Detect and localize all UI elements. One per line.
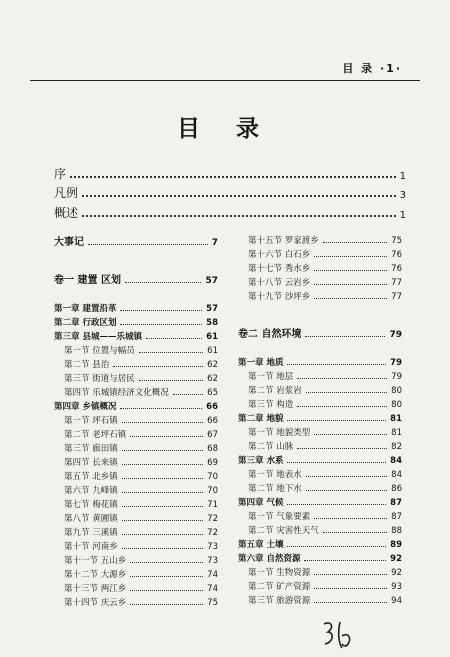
toc-entry-label: 第十八节 云岩乡 (248, 278, 311, 288)
toc-entry (54, 162, 406, 182)
dot-leader (297, 406, 387, 407)
dot-leader (130, 562, 203, 563)
toc-entry-label: 第五节 北乡镇 (64, 472, 118, 482)
toc-entry-label: 第四节 乐城镇经济文化概况 (64, 388, 169, 398)
toc-entry-label: 第三节 旅游资源 (248, 596, 311, 606)
toc-entry-page: 69 (207, 458, 218, 468)
toc-entry-page: 73 (207, 542, 218, 552)
dot-leader (88, 244, 208, 245)
toc-entry (54, 182, 406, 202)
toc-entry-page: 68 (207, 444, 218, 454)
dot-leader (306, 392, 387, 393)
toc-section (238, 368, 402, 382)
dot-leader (287, 546, 386, 547)
toc-volume (238, 324, 402, 340)
toc-entry-label: 第一节 坪石镇 (64, 416, 118, 426)
toc-volume (54, 270, 218, 286)
toc-entry-page: 77 (391, 278, 402, 288)
toc-entry-page: 94 (391, 596, 402, 606)
toc-chapter (54, 328, 218, 342)
toc-section (54, 412, 218, 426)
dot-leader (314, 270, 387, 271)
dot-leader (314, 298, 387, 299)
toc-entry-label: 第七节 梅花镇 (64, 500, 118, 510)
toc-entry-label: 第十九节 沙坪乡 (248, 292, 311, 302)
toc-section (54, 524, 218, 538)
toc-entry-page: 89 (390, 540, 402, 550)
toc-section (238, 424, 402, 438)
toc-entry-label: 第十一节 五山乡 (64, 556, 127, 566)
toc-section (238, 288, 402, 302)
dot-leader (287, 364, 386, 365)
toc-chapter (238, 536, 402, 550)
toc-entry-page: 76 (391, 264, 402, 274)
toc-section (54, 538, 218, 552)
toc-entry-page: 74 (207, 584, 218, 594)
toc-section (54, 384, 218, 398)
toc-entry-label: 概述 (54, 205, 79, 220)
toc-entry-page: 81 (391, 428, 402, 438)
toc-section (238, 578, 402, 592)
toc-entry-label: 第十三节 两江乡 (64, 584, 127, 594)
handwritten-mark (318, 618, 358, 652)
toc-entry-label: 第一章 建置沿革 (54, 304, 117, 314)
toc-section (238, 246, 402, 260)
toc-entry-page: 66 (206, 402, 218, 412)
toc-section (54, 342, 218, 356)
toc-entry-label: 第一章 地质 (238, 358, 284, 368)
dot-leader (82, 195, 396, 197)
toc-entry-page: 88 (391, 526, 402, 536)
dot-leader (122, 492, 203, 493)
toc-section (54, 440, 218, 454)
toc-entry (54, 201, 406, 221)
toc-section (54, 426, 218, 440)
dot-leader (130, 576, 203, 577)
toc-entry-page: 1 (399, 209, 406, 221)
toc-entry-page: 62 (207, 360, 218, 370)
toc-entry-label: 序 (54, 166, 67, 181)
toc-entry-label: 第四节 长来镇 (64, 458, 118, 468)
dot-leader (304, 560, 386, 561)
toc-entry-page: 86 (391, 484, 402, 494)
toc-entry-page: 93 (391, 582, 402, 592)
toc-entry-label: 第四章 乡镇概况 (54, 402, 117, 412)
toc-entry-page: 58 (206, 318, 218, 328)
toc-entry-page: 92 (391, 568, 402, 578)
toc-entry-label: 第三章 县城——乐城镇 (54, 332, 142, 342)
toc-section (54, 510, 218, 524)
toc-entry-page: 72 (207, 514, 218, 524)
dot-leader (120, 310, 202, 311)
dot-leader (314, 434, 387, 435)
toc-entry-page: 70 (207, 472, 218, 482)
toc-volume (54, 232, 218, 248)
toc-section (54, 496, 218, 510)
toc-entry-page: 79 (389, 330, 402, 340)
toc-entry-page: 87 (390, 498, 402, 508)
toc-entry-label: 第一节 位置与幅员 (64, 346, 135, 356)
dot-leader (314, 602, 387, 603)
toc-entry-label: 第一节 气象要素 (248, 512, 311, 522)
toc-entry-page: 73 (207, 556, 218, 566)
dot-leader (122, 534, 203, 535)
toc-section (54, 482, 218, 496)
dot-leader (287, 504, 386, 505)
dot-leader (122, 464, 203, 465)
toc-entry-label: 第十五节 罗家渡乡 (248, 236, 319, 246)
dot-leader (70, 176, 396, 178)
dot-leader (305, 336, 385, 337)
header-title: 目 录 ·1· (342, 62, 402, 75)
dot-leader (314, 574, 387, 575)
toc-entry-page: 79 (391, 372, 402, 382)
toc-entry-label: 第三节 廊田镇 (64, 444, 118, 454)
toc-section (238, 260, 402, 274)
toc-entry-page: 74 (207, 570, 218, 580)
header-rule (30, 80, 420, 81)
toc-chapter (238, 410, 402, 424)
dot-leader (146, 338, 202, 339)
toc-entry-label: 第二节 县治 (64, 360, 110, 370)
dot-leader (314, 588, 387, 589)
toc-entry-page: 80 (391, 400, 402, 410)
dot-leader (120, 324, 202, 325)
toc-entry-label: 第二节 山脉 (248, 442, 294, 452)
toc-chapter (238, 452, 402, 466)
dot-leader (122, 506, 203, 507)
spacer (238, 302, 402, 324)
toc-entry-label: 第二节 岩浆岩 (248, 386, 302, 396)
dot-leader (297, 378, 387, 379)
toc-entry-label: 第一节 地层 (248, 372, 294, 382)
toc-chapter (238, 550, 402, 564)
toc-entry-page: 92 (390, 554, 402, 564)
toc-entry-label: 卷一 建置 区划 (54, 275, 121, 286)
toc-entry-label: 大事记 (54, 237, 84, 248)
toc-entry-page: 71 (207, 500, 218, 510)
toc-section (238, 438, 402, 452)
dot-leader (82, 215, 396, 217)
dot-leader (306, 490, 387, 491)
toc-entry-label: 第二节 地下水 (248, 484, 302, 494)
toc-chapter (54, 300, 218, 314)
toc-entry-label: 第二章 行政区划 (54, 318, 117, 328)
dot-leader (314, 284, 387, 285)
toc-chapter (54, 398, 218, 412)
toc-entry-label: 第四章 气候 (238, 498, 284, 508)
dot-leader (125, 282, 202, 283)
toc-entry-page: 80 (391, 386, 402, 396)
toc-section (54, 370, 218, 384)
toc-entry-page: 66 (207, 416, 218, 426)
toc-entry-page: 87 (391, 512, 402, 522)
toc-entry-page: 72 (207, 528, 218, 538)
toc-entry-page: 57 (206, 304, 218, 314)
toc-entry-label: 卷二 自然环境 (238, 329, 302, 340)
toc-entry-label: 第二节 灾害性天气 (248, 526, 319, 536)
toc-section (238, 232, 402, 246)
toc-entry-page: 3 (399, 190, 406, 201)
toc-entry-label: 第五章 土壤 (238, 540, 284, 550)
toc-entry-page: 65 (207, 388, 218, 398)
toc-entry-page: 62 (207, 374, 218, 384)
toc-section (54, 552, 218, 566)
dot-leader (122, 520, 203, 521)
toc-chapter (54, 314, 218, 328)
toc-entry-label: 第三节 街道与居民 (64, 374, 135, 384)
toc-entry-label: 第一节 生物资源 (248, 568, 311, 578)
spacer (238, 340, 402, 354)
dot-leader (323, 532, 387, 533)
dot-leader (287, 462, 386, 463)
toc-right-column (238, 232, 402, 606)
toc-entry-label: 第二节 老坪石镇 (64, 430, 127, 440)
toc-section (54, 580, 218, 594)
toc-entry-label: 凡例 (54, 186, 79, 200)
toc-entry-page: 77 (391, 292, 402, 302)
toc-entry-label: 第九节 三溪镇 (64, 528, 118, 538)
dot-leader (314, 518, 387, 519)
dot-leader (130, 590, 203, 591)
toc-entry-label: 第六节 九峰镇 (64, 486, 118, 496)
toc-section (238, 466, 402, 480)
toc-section (238, 382, 402, 396)
dot-leader (323, 242, 387, 243)
toc-section (238, 508, 402, 522)
toc-entry-page: 57 (205, 276, 218, 286)
toc-section (54, 566, 218, 580)
toc-entry-page: 79 (390, 358, 402, 368)
toc-entry-label: 第十六节 白石乡 (248, 250, 311, 260)
toc-entry-page: 67 (207, 430, 218, 440)
toc-section (238, 522, 402, 536)
toc-section (238, 480, 402, 494)
toc-entry-label: 第十二节 大源乡 (64, 570, 127, 580)
dot-leader (139, 380, 203, 381)
toc-entry-page: 7 (211, 238, 218, 248)
toc-entry-page: 75 (207, 598, 218, 608)
toc-chapter (238, 354, 402, 368)
toc-entry-page: 82 (391, 442, 402, 452)
toc-section (238, 592, 402, 606)
dot-leader (173, 394, 203, 395)
toc-entry-page: 70 (207, 486, 218, 496)
toc-left-column (54, 232, 218, 608)
toc-entry-label: 第一节 地貌类型 (248, 428, 311, 438)
dot-leader (122, 450, 203, 451)
dot-leader (314, 256, 387, 257)
dot-leader (139, 352, 203, 353)
dot-leader (130, 604, 203, 605)
toc-entry-label: 第十七节 秀水乡 (248, 264, 311, 274)
toc-entry-label: 第一节 地表水 (248, 470, 302, 480)
spacer (54, 286, 218, 300)
toc-section (238, 396, 402, 410)
toc-chapter (238, 494, 402, 508)
dot-leader (113, 366, 203, 367)
dot-leader (130, 436, 203, 437)
page-title: 目 录 (176, 116, 273, 142)
toc-entry-page: 76 (391, 250, 402, 260)
running-header (0, 56, 450, 82)
dot-leader (122, 478, 203, 479)
toc-entry-label: 第八节 黄圃镇 (64, 514, 118, 524)
toc-entry-page: 1 (399, 170, 406, 182)
dot-leader (120, 408, 202, 409)
toc-entry-page: 84 (391, 470, 402, 480)
toc-section (54, 454, 218, 468)
dot-leader (287, 420, 386, 421)
toc-entry-label: 第三章 水系 (238, 456, 284, 466)
toc-section (54, 468, 218, 482)
toc-section (54, 594, 218, 608)
toc-entry-page: 61 (207, 346, 218, 356)
toc-section (54, 356, 218, 370)
toc-entry-label: 第十节 河南乡 (64, 542, 118, 552)
dot-leader (306, 476, 387, 477)
toc-entry-page: 81 (390, 414, 402, 424)
toc-entry-label: 第二章 地貌 (238, 414, 284, 424)
front-matter-list (54, 162, 406, 221)
toc-entry-page: 61 (206, 332, 218, 342)
toc-section (238, 274, 402, 288)
toc-section (238, 564, 402, 578)
dot-leader (122, 422, 203, 423)
toc-entry-page: 75 (391, 236, 402, 246)
spacer (54, 248, 218, 270)
toc-entry-label: 第三节 构造 (248, 400, 294, 410)
toc-entry-label: 第六章 自然资源 (238, 554, 301, 564)
toc-entry-label: 第十四节 庆云乡 (64, 598, 127, 608)
dot-leader (122, 548, 203, 549)
dot-leader (297, 448, 387, 449)
toc-entry-label: 第二节 矿产资源 (248, 582, 311, 592)
toc-entry-page: 84 (390, 456, 402, 466)
